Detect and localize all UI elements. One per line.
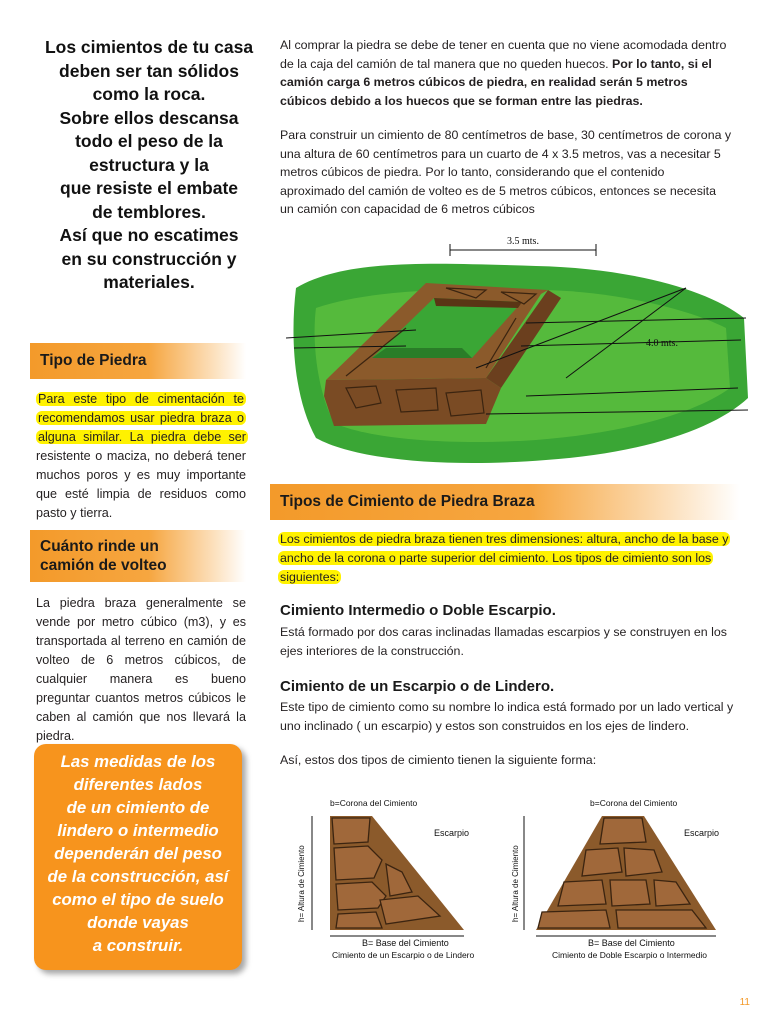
heading-text: Tipo de Piedra bbox=[40, 352, 147, 369]
section-heading-camion bbox=[30, 530, 246, 582]
tipo-piedra-body bbox=[36, 390, 246, 523]
height-label: h= Altura de Cimiento bbox=[511, 845, 520, 922]
diagram-un-escarpio bbox=[290, 792, 510, 968]
callout-line: de un cimiento de bbox=[66, 798, 210, 817]
paragraph-text: Al comprar la piedra se debe de tener en cuenta que no viene acomodada dentro de la caja del camión de tal manera que no queden huecos. bbox=[280, 38, 727, 71]
lindero-body: Este tipo de cimiento como su nombre lo indica está formado por un lado vertical y uno inclinado ( un escarpio) y estos son construidos en los ejes de lindero. bbox=[280, 700, 734, 733]
intro-line: deben ser tan sólidos bbox=[59, 60, 239, 81]
highlighted-text: Los cimientos de piedra braza tienen tres dimensiones: altura, ancho de la base y ancho de la corona o parte superior del cimiento. Los tipos de cimiento son los siguientes: bbox=[280, 532, 729, 584]
paragraph-bold-text: Por lo tanto, si el camión carga 6 metros cúbicos de piedra, en realidad serán 5 metros cúbicos debido a los huecos que se forman entre las piedras. bbox=[280, 56, 712, 108]
intro-line: todo el peso de la bbox=[75, 131, 223, 151]
tipos-closing: Así, estos dos tipos de cimiento tienen la siguiente forma: bbox=[280, 753, 597, 767]
foundation-illustration bbox=[286, 228, 756, 474]
callout-line: a construir. bbox=[92, 936, 184, 955]
highlighted-text: Para este tipo de cimentación te recomendamos usar piedra braza o alguna similar. La piedra debe ser bbox=[38, 392, 246, 444]
callout-line: como el tipo de suelo bbox=[52, 890, 224, 909]
callout-line: dependerán del peso bbox=[54, 844, 222, 863]
diagram-caption: Cimiento de un Escarpio o de Lindero bbox=[332, 950, 475, 960]
intro-line: estructura y la bbox=[89, 154, 209, 175]
section-heading-tipo-piedra bbox=[30, 343, 246, 379]
foundation-inner-shadow bbox=[372, 348, 472, 358]
paragraph-compra-piedra bbox=[280, 36, 732, 110]
callout-line: Las medidas de los bbox=[60, 752, 216, 771]
callout-line: diferentes lados bbox=[73, 775, 203, 794]
foundation-front bbox=[324, 378, 501, 426]
heading-text: Tipos de Cimiento de Piedra Braza bbox=[280, 493, 535, 510]
diagram-caption: Cimiento de Doble Escarpio o Intermedio bbox=[552, 950, 707, 960]
callout-line: donde vayas bbox=[87, 913, 189, 932]
callout-box bbox=[34, 744, 242, 970]
callout-line: de la construcción, así bbox=[47, 867, 229, 886]
intro-line: de temblores. bbox=[92, 201, 206, 222]
intro-line: Sobre ellos descansa bbox=[59, 107, 239, 128]
intro-line: como la roca. bbox=[92, 84, 206, 104]
heading-line: Cuánto rinde un bbox=[40, 538, 159, 555]
dimension-label-length: 4.0 mts. bbox=[646, 338, 678, 349]
intro-line: Así que no escatimes bbox=[59, 225, 239, 245]
base-label: B= Base del Cimiento bbox=[362, 938, 449, 948]
section-heading-tipos bbox=[270, 484, 740, 520]
intermedio-body: Está formado por dos caras inclinadas llamadas escarpios y se construyen en los ejes interiores de la construcción. bbox=[280, 625, 727, 658]
intro-line: que resiste el embate bbox=[60, 178, 238, 198]
escarpio-label: Escarpio bbox=[684, 828, 720, 838]
intro-statement bbox=[34, 36, 264, 295]
escarpio-label: Escarpio bbox=[434, 828, 470, 838]
intro-line: materiales. bbox=[103, 272, 195, 292]
callout-line: lindero o intermedio bbox=[57, 821, 219, 840]
base-label: B= Base del Cimiento bbox=[588, 938, 675, 948]
body-text: resistente o maciza, no deberá tener muchos poros y es muy importante que esté limpia de residuos como pasto y tierra. bbox=[36, 449, 246, 520]
dimension-label-width: 3.5 mts. bbox=[507, 236, 539, 247]
subheading-lindero: Cimiento de un Escarpio o de Lindero. bbox=[280, 678, 555, 695]
heading-line: camión de volteo bbox=[40, 557, 167, 574]
crown-label: b=Corona del Cimiento bbox=[590, 798, 678, 808]
page-number: 11 bbox=[739, 997, 750, 1008]
crown-label: b=Corona del Cimiento bbox=[330, 798, 418, 808]
intro-line: en su construcción y bbox=[61, 248, 237, 269]
paragraph-calculo: Para construir un cimiento de 80 centímetros de base, 30 centímetros de corona y una altura de 60 centímetros para un cuarto de 4 x 3.5 metros, vas a necesitar 5 metros cúbicos de piedra. Por lo tanto, considerando que el contenido aproximado del camión de volteo es de 5 metros cúbicos, entonces se necesita un camión con capacidad de 6 metros cúbicos bbox=[280, 128, 732, 216]
camion-body: La piedra braza generalmente se vende por metro cúbico (m3), y es transportada al terreno en camión de volteo de 6 metros cúbicos, de cualquier manera es bueno preguntar cuantos metros cúbicos le caben al camión que nos llevará la piedra. bbox=[36, 596, 246, 743]
height-label: h= Altura de Cimiento bbox=[297, 845, 306, 922]
intro-line: Los cimientos de tu casa bbox=[44, 37, 254, 57]
diagram-doble-escarpio bbox=[506, 792, 736, 968]
subheading-intermedio: Cimiento Intermedio o Doble Escarpio. bbox=[280, 602, 556, 619]
tipos-intro bbox=[278, 530, 738, 587]
